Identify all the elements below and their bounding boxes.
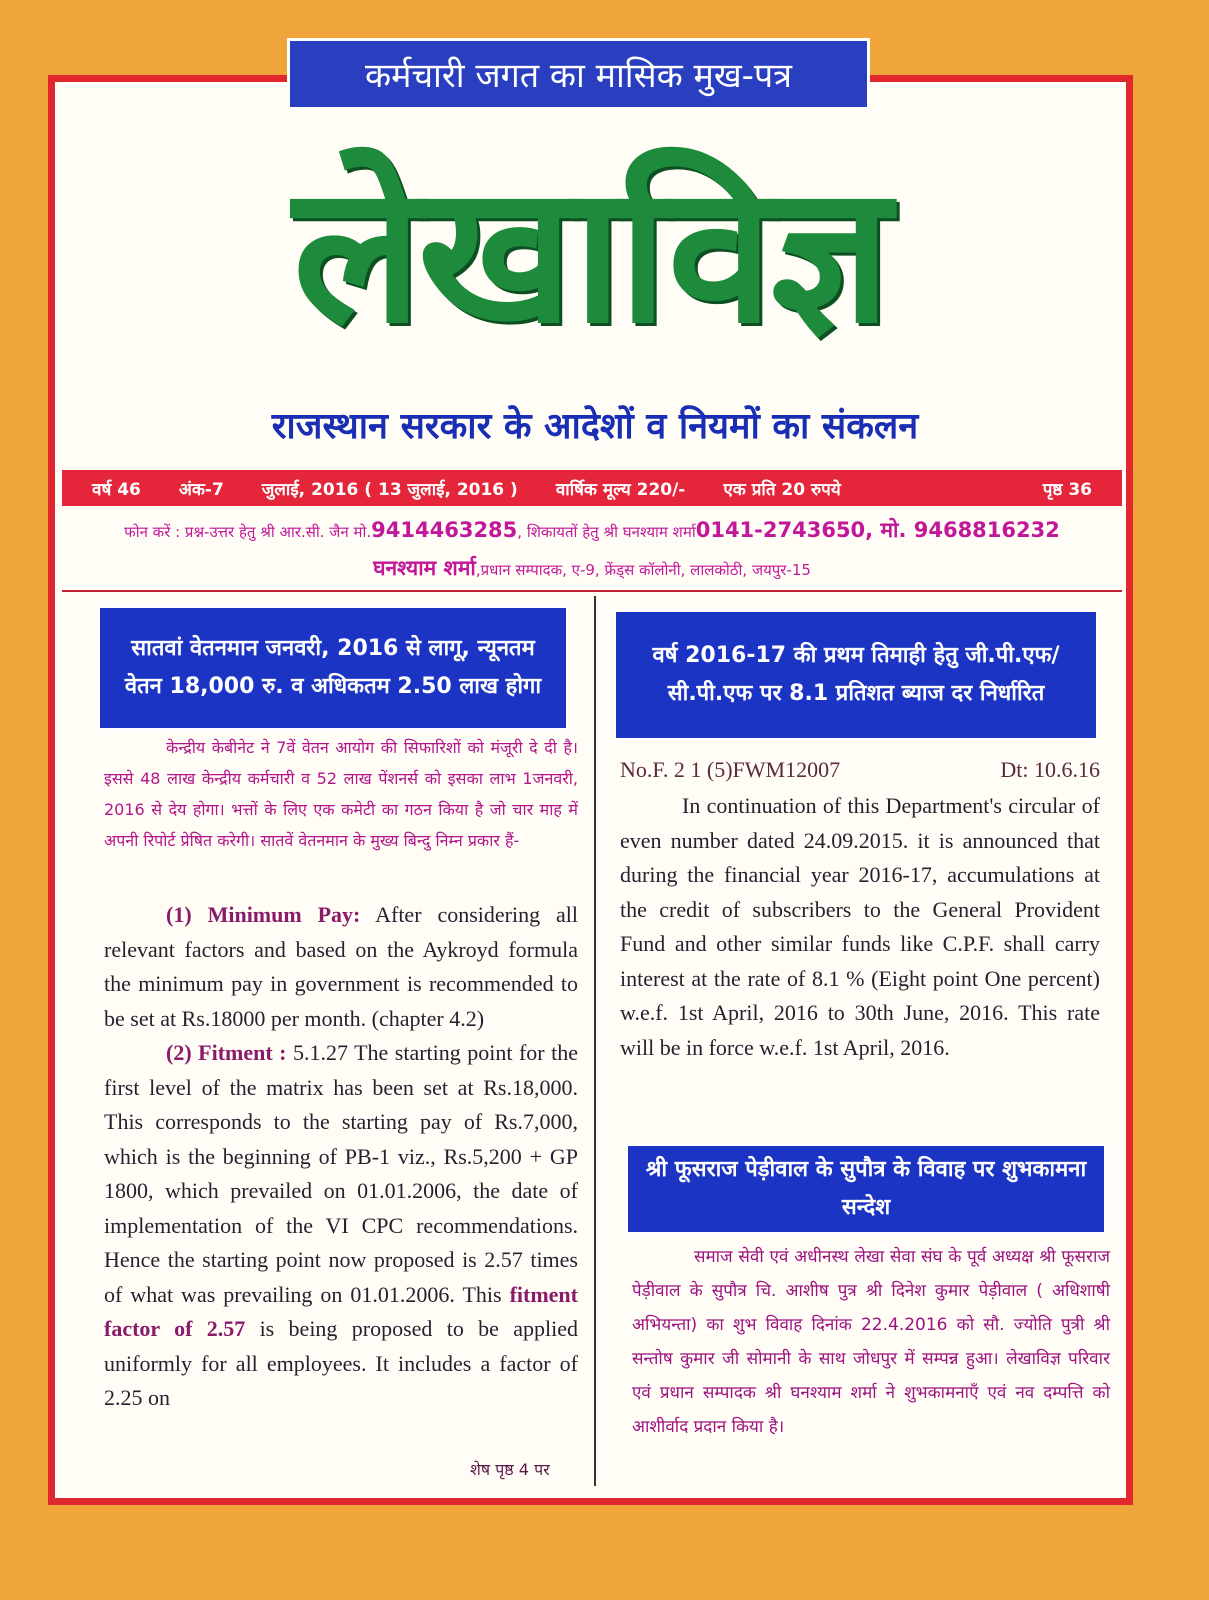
contact-complaints: , शिकायतों हेतु श्री घनश्याम शर्मा (517, 523, 696, 541)
issue-number: अंक-7 (178, 479, 224, 500)
intro-text: केन्द्रीय केबीनेट ने 7वें वेतन आयोग की सिफारिशों को मंजूरी दे दी है। इससे 48 लाख केन्द्रीय कर्मचारी व 52 लाख पेंशनर्स को इसका लाभ 1जनवरी, 2016 से देय होगा। भत्तों के लिए एक कमेटी का गठन किया है जो चार माह में अपनी रिपोर्ट प्रेषित करेगी। सातवें वेतनमान के मुख्य बिन्दु निम्न प्रकार हैं- (104, 738, 578, 850)
fitment-text: 5.1.27 The starting point for the first level of the matrix has been set at Rs.18,000. This corresponds to the starting pay of Rs.7,000, which is the beginning of PB-1 viz., Rs.5,200 + GP 1800, which prevailed on 01.01.2006, the date of implementation of the VI CPC recommendations. Hence the starting point now proposed is 2.57 times of what was prevailing on 01.01.2006. This (104, 1040, 578, 1307)
greeting-text: समाज सेवी एवं अधीनस्थ लेखा सेवा संघ के पूर्व अध्यक्ष श्री फूसराज पेड़ीवाल के सुपौत्र चि. आशीष पुत्र श्री दिनेश कुमार पेड़ीवाल ( अधिशाषी अभियन्ता) का शुभ विवाह दिनांक 22.4.2016 को सौ. ज्योति पुत्री श्री सन्तोष कुमार जी सोमानी के साथ जोधपुर में सम्पन्न हुआ। लेखाविज्ञ परिवार एवं प्रधान सम्पादक श्री घनश्याम शर्मा ने शुभकामनाएँ एवं नव दम्पत्ति को आशीर्वाद प्रदान किया है। (632, 1247, 1110, 1437)
fitment-factor: fitment factor of 2.57 (104, 1281, 578, 1341)
phone-1: 9414463285 (371, 518, 518, 542)
continued-note: शेष पृष्ठ 4 पर (470, 1460, 550, 1479)
issue-date: जुलाई, 2016 ( 13 जुलाई, 2016 ) (261, 479, 518, 500)
masthead-subtitle: राजस्थान सरकार के आदेशों व नियमों का संकलन (271, 406, 919, 447)
annual-price: वार्षिक मूल्य 220/- (555, 479, 686, 500)
page-count: पृष्ठ 36 (1042, 479, 1092, 500)
contact-info (62, 512, 1122, 588)
right-headline: वर्ष 2016-17 की प्रथम तिमाही हेतु जी.पी.एफ/सी.पी.एफ पर 8.1 प्रतिशत ब्याज दर निर्धारित (614, 610, 1098, 740)
gpf-text: In continuation of this Department's circular of even number dated 24.09.2015. it is announced that during the financial year 2016-17, accumulations at the credit of subscribers to the General Provident Fund and other similar funds like C.P.F. shall carry interest at the rate of 8.1 % (Eight point One percent) w.e.f. 1st April, 2016 to 30th June, 2016. This rate will be in force w.e.f. 1st April, 2016. (620, 793, 1100, 1060)
fitment-label: (2) Fitment : (166, 1040, 287, 1065)
right-article-body (620, 789, 1100, 1065)
fitment-tail: is being proposed to be applied uniformly for all employees. It includes a factor of 2.25 on (104, 1316, 578, 1410)
minimum-pay-text: After considering all relevant factors and based on the Aykroyd formula the minimum pay in government is recommended to be set at Rs.18000 per month. (chapter 4.2) (104, 902, 578, 1031)
volume: वर्ष 46 (92, 479, 141, 500)
tagline-banner: कर्मचारी जगत का मासिक मुख-पत्र (287, 38, 870, 110)
phone-2: 0141-2743650, मो. 9468816232 (695, 518, 1060, 542)
contact-prefix: फोन करें : प्रश्न-उत्तर हेतु श्री आर.सी. जैन मो. (124, 523, 372, 541)
magazine-logo: लेखाविज्ञ (292, 144, 888, 365)
editor-name: घनश्याम शर्मा (373, 556, 476, 580)
circular-reference (620, 757, 1100, 783)
single-price: एक प्रति 20 रुपये (723, 479, 841, 500)
divider (62, 590, 1122, 592)
issue-info-bar (62, 470, 1122, 506)
left-article-body (104, 898, 578, 1416)
left-intro-hindi (104, 732, 578, 856)
left-headline: सातवां वेतनमान जनवरी, 2016 से लागू, न्यूनतम वेतन 18,000 रु. व अधिकतम 2.50 लाख होगा (98, 606, 568, 730)
editor-address: ,प्रधान सम्पादक, ए-9, फ्रेंड्स कॉलोनी, लालकोठी, जयपुर-15 (475, 561, 811, 579)
column-divider (594, 596, 596, 1486)
minimum-pay-label: (1) Minimum Pay: (166, 902, 361, 927)
reference-date: Dt: 10.6.16 (1000, 757, 1100, 782)
greeting-headline: श्री फूसराज पेड़ीवाल के सुपौत्र के विवाह पर शुभकामना सन्देश (626, 1144, 1106, 1234)
greeting-body (632, 1240, 1110, 1444)
reference-number: No.F. 2 1 (5)FWM12007 (620, 757, 841, 782)
